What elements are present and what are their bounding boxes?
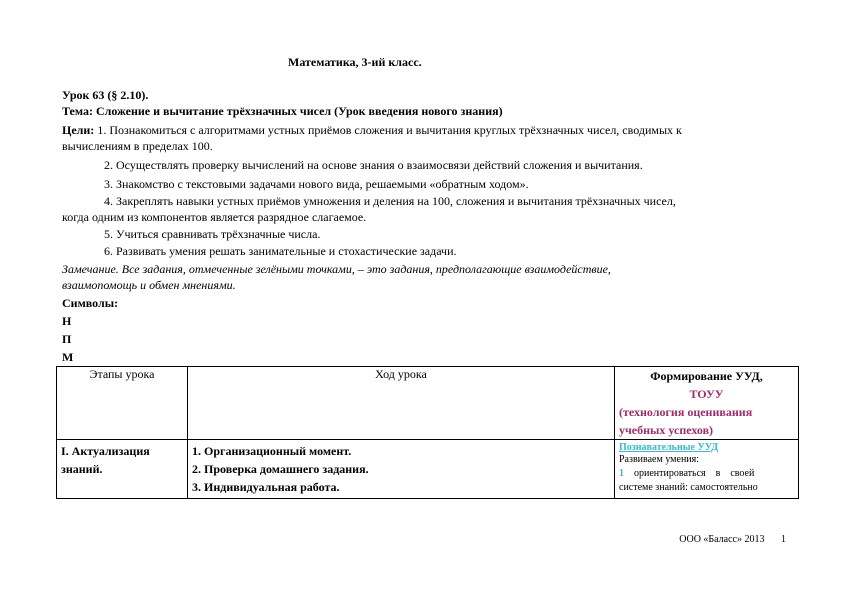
note-line-1: Замечание. Все задания, отмеченные зелёными точками, – это задания, предполагающие взаимодействие, (62, 262, 611, 276)
footer (679, 534, 786, 545)
symbol-m-letter: М (62, 350, 74, 364)
lesson-number: Урок 63 (§ 2.10). (62, 88, 149, 102)
header-touu: ТОУУ (689, 387, 724, 401)
goals-label: Цели: (62, 123, 95, 137)
goal-4-line-2: когда одним из компонентов является разрядное слагаемое. (62, 210, 367, 224)
note-line-2: взаимопомощь и обмен мнениями. (62, 278, 236, 292)
table-header-row (57, 367, 799, 440)
header-formation (615, 367, 799, 440)
stage-line-1: I. Актуализация (61, 444, 150, 458)
uud-line-2-text: ориентироваться в своей (634, 468, 755, 479)
header-formation-text: Формирование УУД, (650, 369, 763, 383)
topic-text: Сложение и вычитание трёхзначных чисел (Урок введения нового знания) (95, 104, 503, 118)
step-2: 2. Проверка домашнего задания. (192, 462, 369, 476)
goal-1 (62, 122, 682, 138)
uud-title: Познавательные УУД (619, 442, 719, 453)
symbol-n (62, 313, 71, 329)
step-1: 1. Организационный момент. (192, 444, 352, 458)
header-touu-desc-2: учебных успехов) (619, 423, 714, 437)
goal-1-line-2: вычислениям в пределах 100. (62, 139, 213, 153)
document-title: Математика, 3-ий класс. (288, 55, 422, 69)
step-3: 3. Индивидуальная работа. (192, 480, 340, 494)
stage-cell (57, 440, 188, 499)
topic-line (62, 103, 503, 119)
footer-publisher: ООО «Баласс» 2013 (679, 534, 765, 545)
course-cell (188, 440, 615, 499)
goal-5: 5. Учиться сравнивать трёхзначные числа. (104, 227, 321, 241)
goal-2: 2. Осуществлять проверку вычислений на основе знания о взаимосвязи действий сложения и вычитания. (104, 158, 643, 172)
uud-line-1: Развиваем умения: (619, 454, 700, 465)
lesson-table (56, 366, 799, 499)
symbol-p (62, 331, 71, 347)
goal-6: 6. Развивать умения решать занимательные и стохастические задачи. (104, 244, 457, 258)
header-stages: Этапы урока (57, 367, 188, 440)
uud-number: 1 (619, 468, 624, 479)
uud-line-3: системе знаний: самостоятельно (619, 482, 758, 493)
page-number: 1 (781, 534, 786, 545)
uud-line-2 (619, 467, 794, 481)
symbol-p-letter: П (62, 332, 72, 346)
header-touu-desc-1: (технология оценивания (619, 405, 753, 419)
symbols-label: Символы: (62, 296, 119, 310)
symbol-n-letter: Н (62, 314, 72, 328)
table-row (57, 440, 799, 499)
goal-4-line-1: 4. Закреплять навыки устных приёмов умножения и деления на 100, сложения и вычитания трёхзначных чисел, (104, 194, 676, 208)
uud-cell (615, 440, 799, 499)
stage-line-2: знаний. (61, 462, 103, 476)
symbol-m (62, 349, 73, 365)
header-course: Ход урока (188, 367, 615, 440)
goal-3: 3. Знакомство с текстовыми задачами нового вида, решаемыми «обратным ходом». (104, 177, 529, 191)
topic-label: Тема: (62, 104, 93, 118)
goal-1-line-1: 1. Познакомиться с алгоритмами устных приёмов сложения и вычитания круглых трёхзначных чисел, сводимых к (97, 123, 682, 137)
